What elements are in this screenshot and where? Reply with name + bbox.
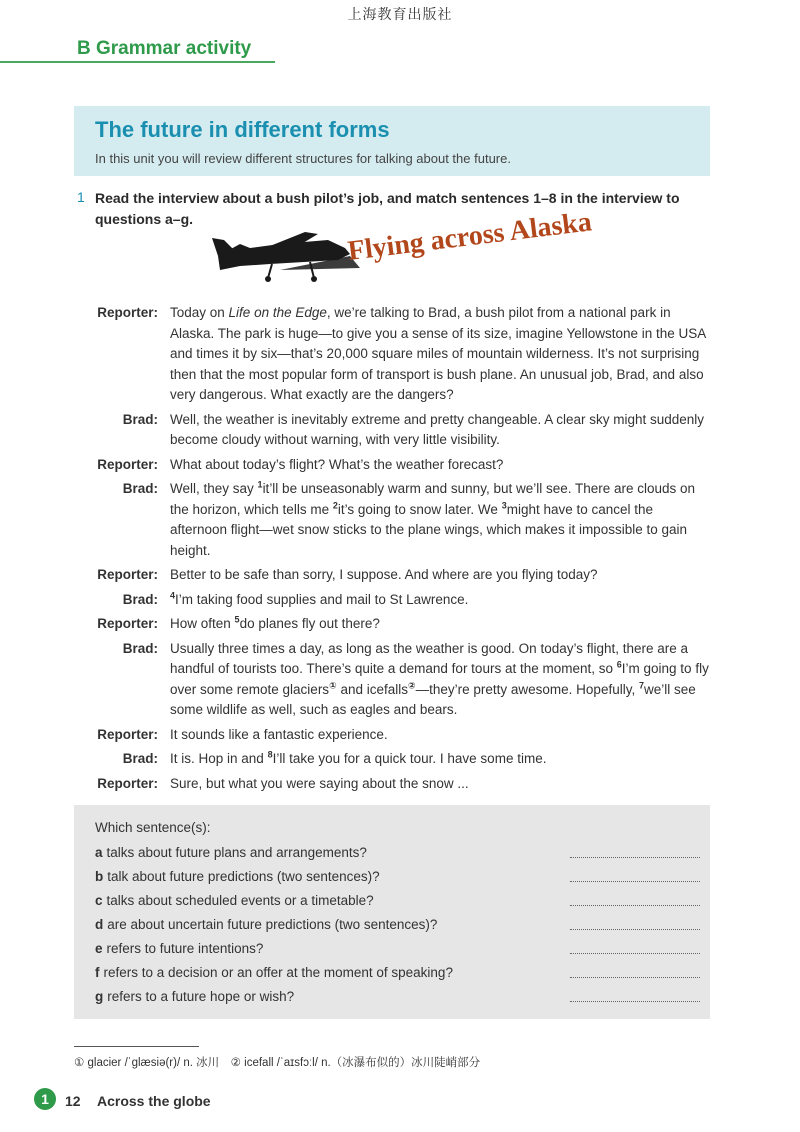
sentence-number: 5 (234, 614, 240, 625)
speaker-label: Brad: (122, 591, 158, 607)
answer-blank[interactable] (570, 977, 700, 978)
speech-segment: It sounds like a fantastic experience. (170, 726, 388, 742)
speech-segment: it’s going to snow later. We (337, 501, 502, 517)
speech-text (170, 565, 710, 586)
speaker-label: Reporter: (97, 305, 158, 320)
dialogue-turn (60, 455, 720, 476)
footnote-divider (74, 1046, 199, 1047)
speech-segment: How often (170, 616, 235, 631)
speech-text (170, 303, 710, 406)
answer-blank[interactable] (570, 857, 700, 858)
speech-text (170, 639, 710, 721)
speaker-label: Reporter: (97, 726, 158, 742)
answer-blank[interactable] (570, 905, 700, 906)
speaker-label: Reporter: (97, 616, 158, 631)
sentence-number: 7 (638, 680, 644, 690)
speaker-label: Brad: (122, 481, 158, 496)
answer-blank[interactable] (570, 929, 700, 930)
speaker-label: Reporter: (97, 456, 158, 472)
sentence-number: 2 (332, 500, 338, 510)
question-text: talks about scheduled events or a timetable? (106, 893, 374, 908)
sentence-number: 4 (170, 590, 176, 600)
sentence-number: 8 (267, 749, 273, 760)
page-subtitle: In this unit you will review different structures for talking about the future. (95, 151, 511, 166)
question-text: refers to a decision or an offer at the moment of speaking? (103, 965, 453, 980)
sentence-number: 3 (501, 500, 507, 510)
speaker-label: Reporter: (97, 567, 158, 582)
speech-segment: do planes fly out there? (239, 616, 380, 631)
dialogue-turn (60, 565, 720, 586)
speech-text (170, 614, 710, 635)
sentence-number: 1 (257, 479, 263, 490)
task-instruction: Read the interview about a bush pilot’s job, and match sentences 1–8 in the interview to questions a–g. (95, 190, 680, 227)
sentence-number: 6 (616, 659, 622, 670)
article-title: Flying across Alaska (346, 206, 594, 268)
question-item (95, 987, 700, 1011)
question-item (95, 891, 700, 915)
speech-segment: I’ll take you for a quick tour. I have some time. (272, 751, 547, 766)
dialogue-turn (60, 479, 720, 561)
dialogue-turn (60, 639, 720, 721)
speech-segment: might have to cancel the afternoon flight—wet snow sticks to the plane wings, which makes it impossible to gain height. (170, 501, 688, 558)
question-item (95, 843, 700, 867)
answer-blank[interactable] (570, 881, 700, 882)
sentence-number: ① (329, 680, 337, 690)
question-item (95, 939, 700, 963)
speaker-label: Brad: (122, 751, 158, 766)
question-letter: g (95, 989, 104, 1004)
speech-segment: Well, the weather is inevitably extreme and pretty changeable. A clear sky might suddenly become cloudy without warning, with very little visibility. (170, 411, 705, 447)
speech-segment: and icefalls (336, 681, 408, 697)
unit-badge: 1 (34, 1088, 56, 1110)
question-text: talks about future plans and arrangements? (106, 845, 367, 860)
page-title: The future in different forms (95, 117, 390, 142)
question-text: talk about future predictions (two sentences)? (107, 869, 380, 884)
question-item (95, 963, 700, 987)
speaker-label: Brad: (122, 640, 158, 656)
question-item (95, 867, 700, 891)
section-title: B Grammar activity (77, 38, 252, 59)
speech-text (170, 455, 710, 476)
publisher-name: 上海教育出版社 (347, 6, 453, 22)
speech-segment: Better to be safe than sorry, I suppose. And where are you flying today? (170, 567, 598, 582)
dialogue-turn (60, 725, 720, 746)
speech-segment: It is. Hop in and (170, 751, 268, 766)
question-letter: c (95, 893, 103, 908)
questions-intro: Which sentence(s): (95, 820, 211, 835)
speech-text (170, 410, 710, 451)
speech-segment: —they’re pretty awesome. Hopefully, (415, 681, 639, 697)
speaker-label: Reporter: (97, 775, 158, 791)
dialogue-turn (60, 410, 720, 451)
dialogue-turn (60, 774, 720, 795)
show-title: Life on the Edge (228, 305, 327, 320)
page-number: 12 (65, 1093, 81, 1109)
question-text: refers to future intentions? (106, 941, 264, 956)
question-text: refers to a future hope or wish? (107, 989, 295, 1004)
speech-segment: What about today’s flight? What’s the weather forecast? (170, 456, 504, 472)
speech-segment: it’ll be unseasonably warm and sunny, but we’ll see. There are clouds on the horizon, which tells me (170, 481, 696, 517)
airplane-icon (210, 226, 360, 286)
speech-segment: Usually three times a day, as long as the weather is good. On today’s flight, there are a handful of tourists too. There’s quite a demand for tours at the moment, so (170, 640, 689, 676)
questions-list (95, 843, 700, 1011)
speech-segment: , we’re talking to Brad, a bush pilot from a national park in Alaska. The park is huge—to give you a sense of its size, imagine Yellowstone in the USA and times it by six—that’s 20,000 square miles of mountain wilderness. It’s not surprising then that the most popular form of transport is bush plane. An unusual job, Brad, and also very dangerous. What exactly are the dangers? (170, 305, 706, 402)
question-letter: a (95, 845, 103, 860)
speech-segment: Well, they say (170, 481, 258, 496)
speech-text (170, 774, 710, 795)
question-item (95, 915, 700, 939)
dialogue-turn (60, 749, 720, 770)
speech-segment: Today on (170, 305, 229, 320)
speech-text (170, 590, 710, 611)
speech-text (170, 749, 710, 770)
question-letter: f (95, 965, 100, 980)
answer-blank[interactable] (570, 1001, 700, 1002)
speech-segment: Sure, but what you were saying about the snow ... (170, 775, 469, 791)
dialogue-turn (60, 303, 720, 406)
question-letter: b (95, 869, 104, 884)
question-text: are about uncertain future predictions (two sentences)? (107, 917, 438, 932)
task-number: 1 (77, 189, 85, 205)
speaker-label: Brad: (122, 411, 158, 427)
speech-segment: I’m going to fly over some remote glaciers (170, 661, 709, 697)
speech-text (170, 725, 710, 746)
question-letter: e (95, 941, 103, 956)
unit-name: Across the globe (97, 1093, 211, 1109)
speech-segment: we’ll see some wildlife as well, such as eagles and bears. (170, 681, 696, 717)
speech-text (170, 479, 710, 561)
speech-segment: I’m taking food supplies and mail to St Lawrence. (175, 591, 469, 607)
dialogue-turn (60, 614, 720, 635)
interview-dialogue (60, 303, 720, 798)
answer-blank[interactable] (570, 953, 700, 954)
footnote: ① glacier /ˈɡlæsiə(r)/ n. 冰川 ② icefall /ˈaɪsfɔːl/ n.（冰瀑布似的）冰川陡峭部分 (74, 1057, 481, 1069)
sentence-number: ② (407, 680, 416, 690)
section-divider (0, 61, 275, 63)
question-letter: d (95, 917, 104, 932)
dialogue-turn (60, 590, 720, 611)
